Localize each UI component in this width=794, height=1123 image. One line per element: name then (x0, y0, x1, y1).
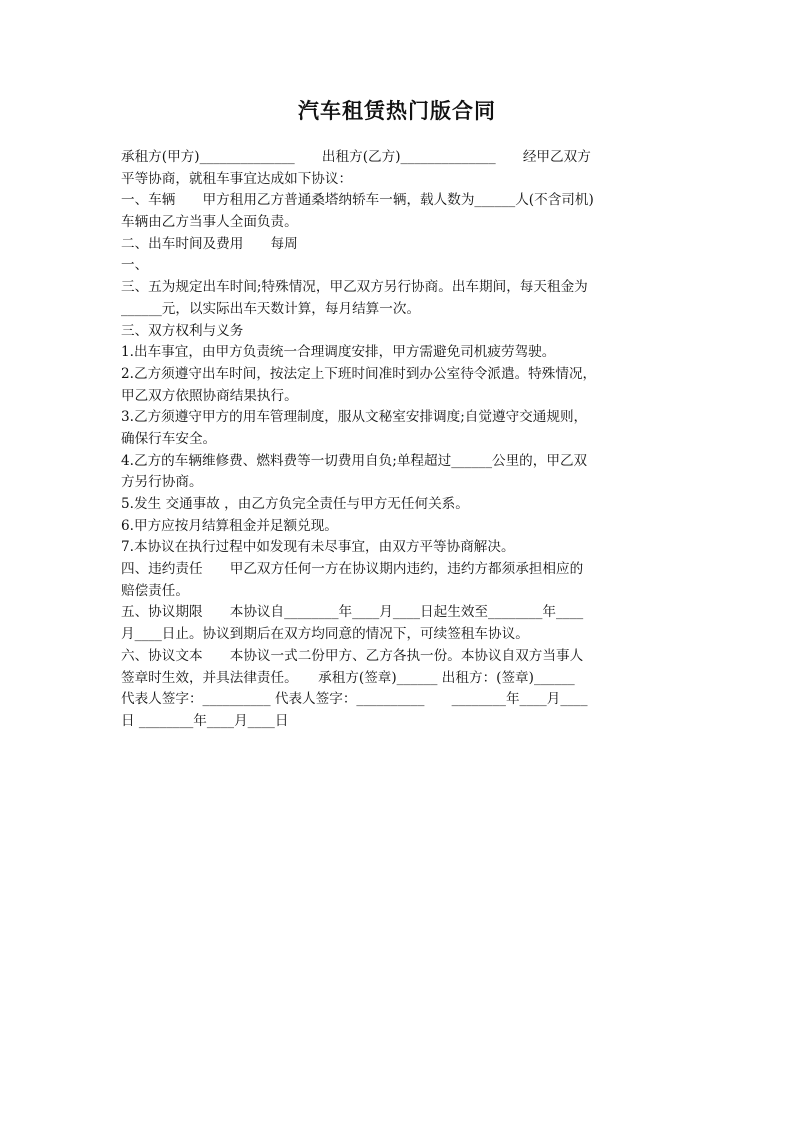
text-line: 7.本协议在执行过程中如发现有未尽事宜，由双方平等协商解决。 (121, 539, 515, 556)
text-line: 六、协议文本 本协议一式二份甲方、乙方各执一份。本协议自双方当事人 (121, 647, 584, 664)
text-line: 5.发生 交通事故 ，由乙方负完全责任与甲方无任何关系。 (121, 496, 469, 512)
text-line: 承租方(甲方)______________ 出租方(乙方)______________ 经甲乙双方 (121, 149, 591, 165)
text-line: 1.出车事宜，由甲方负责统一合理调度安排，甲方需避免司机疲劳驾驶。 (121, 344, 556, 361)
text-line: 3.乙方须遵守甲方的用车管理制度，服从文秘室安排调度;自觉遵守交通规则， (121, 409, 588, 426)
document-body (121, 147, 677, 733)
text-line: 2.乙方须遵守出车时间，按法定上下班时间准时到办公室待令派遣。特殊情况， (121, 365, 597, 382)
text-line: 一、 (121, 257, 149, 274)
text-line: 三、双方权利与义务 (121, 322, 244, 339)
text-line: 确保行车安全。 (121, 430, 217, 447)
text-line: 四、违约责任 甲乙双方任何一方在协议期内违约，违约方都须承担相应的 (121, 561, 584, 578)
text-line: 车辆由乙方当事人全面负责。 (121, 214, 298, 231)
text-line: 赔偿责任。 (121, 582, 189, 599)
text-line: 签章时生效，并具法律责任。 承租方(签章)______ 出租方：(签章)______ (121, 669, 575, 686)
text-line: 平等协商，就租车事宜达成如下协议： (121, 170, 353, 187)
text-line: 4.乙方的车辆维修费、燃料费等一切费用自负;单程超过______公里的，甲乙双 (121, 452, 588, 469)
text-line: ______元，以实际出车天数计算，每月结算一次。 (121, 300, 421, 317)
text-line: 代表人签字：__________ 代表人签字：__________ ________年____月____ (121, 691, 588, 708)
text-line: 6.甲方应按月结算租金并足额兑现。 (121, 517, 338, 534)
text-line: 一、车辆 甲方租用乙方普通桑塔纳轿车一辆，载人数为______人(不含司机) (121, 192, 594, 209)
text-line: 二、出车时间及费用 每周 (121, 235, 298, 252)
text-line: 日 ________年____月____日 (121, 712, 289, 729)
text-line: 方另行协商。 (121, 474, 203, 491)
text-line: 甲乙双方依照协商结果执行。 (121, 387, 298, 404)
text-line: 月____日止。协议到期后在双方均同意的情况下，可续签租车协议。 (121, 626, 529, 643)
text-line: 五、协议期限 本协议自________年____月____日起生效至________年____ (121, 604, 584, 621)
document-title: 汽车租赁热门版合同 (298, 98, 496, 123)
text-line: 三、五为规定出车时间;特殊情况，甲乙双方另行协商。出车期间，每天租金为 (121, 279, 588, 296)
